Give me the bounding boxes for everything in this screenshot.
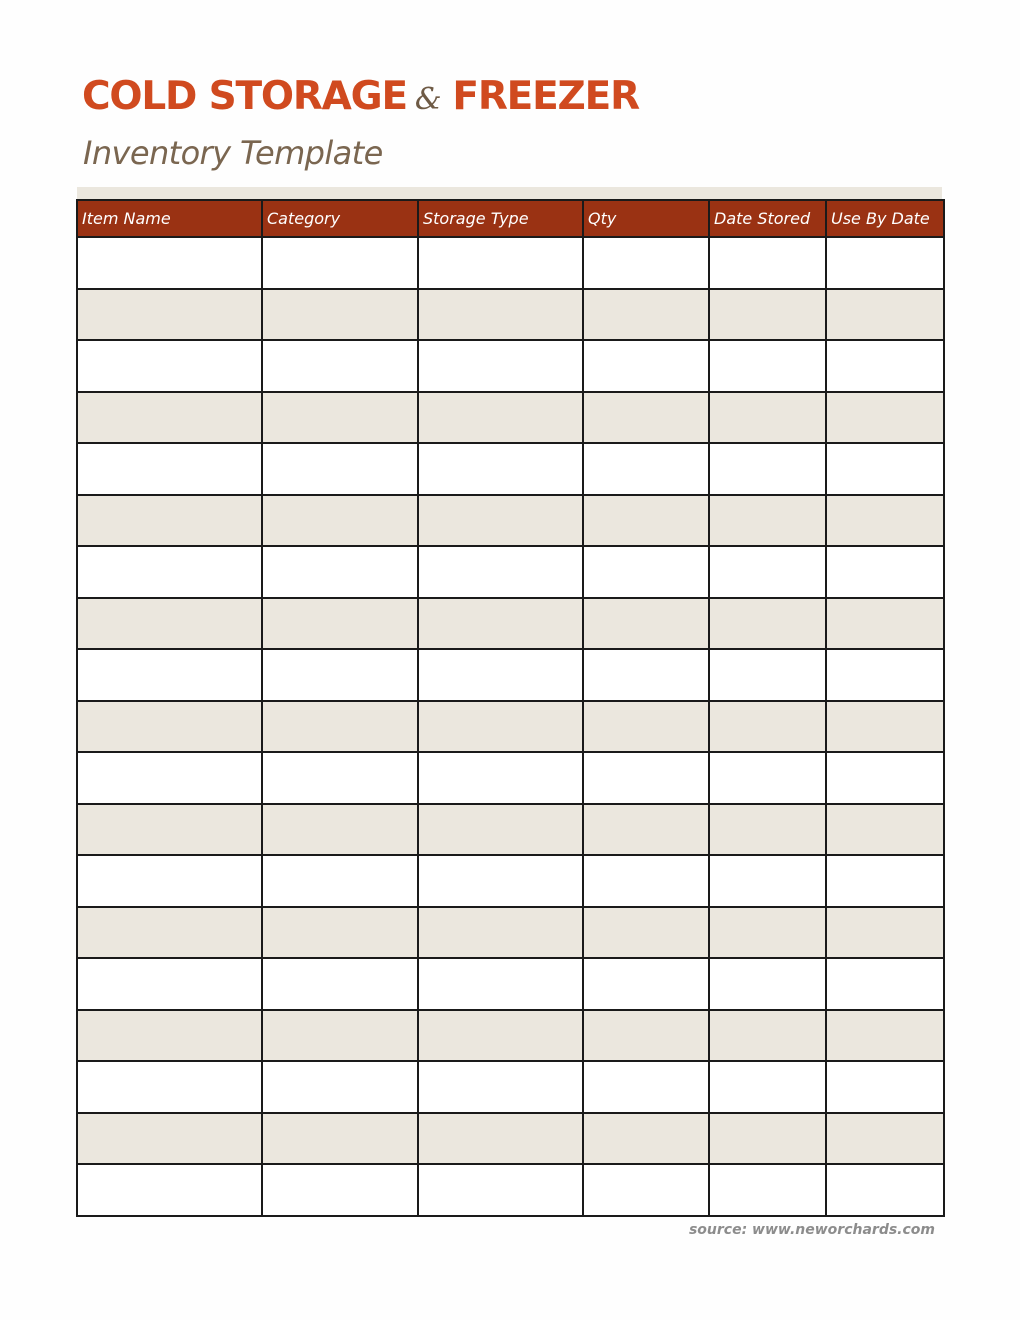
table-cell[interactable] <box>826 649 944 701</box>
column-header-qty: Qty <box>583 200 709 237</box>
table-header-row <box>77 200 944 237</box>
table-cell[interactable] <box>262 804 418 856</box>
table-cell[interactable] <box>418 392 583 444</box>
table-cell[interactable] <box>583 1010 709 1062</box>
table-cell[interactable] <box>826 340 944 392</box>
table-cell[interactable] <box>77 443 262 495</box>
table-cell[interactable] <box>709 1113 826 1165</box>
table-cell[interactable] <box>418 237 583 289</box>
table-cell[interactable] <box>709 340 826 392</box>
table-cell[interactable] <box>709 752 826 804</box>
table-cell[interactable] <box>709 1010 826 1062</box>
page-subtitle: Inventory Template <box>83 134 383 172</box>
table-cell[interactable] <box>709 546 826 598</box>
table-cell[interactable] <box>77 958 262 1010</box>
table-cell[interactable] <box>826 701 944 753</box>
title-ampersand: & <box>414 82 441 117</box>
table-cell[interactable] <box>418 804 583 856</box>
inventory-table <box>76 199 945 1217</box>
table-cell[interactable] <box>262 649 418 701</box>
source-credit: source: www.neworchards.com <box>688 1222 935 1238</box>
table-cell[interactable] <box>77 1010 262 1062</box>
table-cell[interactable] <box>262 392 418 444</box>
table-row <box>77 752 944 804</box>
table-cell[interactable] <box>826 598 944 650</box>
table-cell[interactable] <box>826 1061 944 1113</box>
table-cell[interactable] <box>77 289 262 341</box>
table-cell[interactable] <box>262 598 418 650</box>
table-cell[interactable] <box>418 495 583 547</box>
table-row <box>77 237 944 289</box>
header-band <box>77 187 942 199</box>
table-cell[interactable] <box>709 443 826 495</box>
table-cell[interactable] <box>709 701 826 753</box>
table-cell[interactable] <box>77 649 262 701</box>
table-row <box>77 701 944 753</box>
table-cell[interactable] <box>418 443 583 495</box>
table-cell[interactable] <box>709 649 826 701</box>
table-cell[interactable] <box>77 907 262 959</box>
table-cell[interactable] <box>77 752 262 804</box>
column-header-use-by-date: Use By Date <box>826 200 944 237</box>
table-cell[interactable] <box>826 443 944 495</box>
table-cell[interactable] <box>583 958 709 1010</box>
table-cell[interactable] <box>262 752 418 804</box>
table-cell[interactable] <box>418 907 583 959</box>
table-cell[interactable] <box>77 1164 262 1216</box>
table-cell[interactable] <box>77 392 262 444</box>
table-cell[interactable] <box>826 1113 944 1165</box>
column-header-date-stored: Date Stored <box>709 200 826 237</box>
table-cell[interactable] <box>583 1113 709 1165</box>
table-cell[interactable] <box>583 392 709 444</box>
table-cell[interactable] <box>583 598 709 650</box>
table-row <box>77 340 944 392</box>
table-cell[interactable] <box>418 1164 583 1216</box>
inventory-table-body <box>77 237 944 1216</box>
table-cell[interactable] <box>262 546 418 598</box>
table-cell[interactable] <box>709 1061 826 1113</box>
table-cell[interactable] <box>826 958 944 1010</box>
table-cell[interactable] <box>77 1113 262 1165</box>
table-cell[interactable] <box>262 340 418 392</box>
column-header-storage-type: Storage Type <box>418 200 583 237</box>
table-cell[interactable] <box>709 237 826 289</box>
table-cell[interactable] <box>77 598 262 650</box>
table-cell[interactable] <box>826 1010 944 1062</box>
table-cell[interactable] <box>583 804 709 856</box>
table-row <box>77 1010 944 1062</box>
table-cell[interactable] <box>418 289 583 341</box>
table-cell[interactable] <box>583 701 709 753</box>
table-row <box>77 958 944 1010</box>
table-cell[interactable] <box>77 1061 262 1113</box>
table-cell[interactable] <box>77 546 262 598</box>
table-cell[interactable] <box>262 495 418 547</box>
column-header-item-name: Item Name <box>77 200 262 237</box>
table-cell[interactable] <box>583 855 709 907</box>
table-cell[interactable] <box>262 1061 418 1113</box>
table-cell[interactable] <box>418 1113 583 1165</box>
table-row <box>77 289 944 341</box>
table-cell[interactable] <box>77 237 262 289</box>
table-cell[interactable] <box>583 340 709 392</box>
table-cell[interactable] <box>583 1061 709 1113</box>
table-row <box>77 598 944 650</box>
table-cell[interactable] <box>709 598 826 650</box>
table-cell[interactable] <box>418 752 583 804</box>
table-cell[interactable] <box>826 495 944 547</box>
table-cell[interactable] <box>826 546 944 598</box>
table-cell[interactable] <box>826 237 944 289</box>
table-row <box>77 907 944 959</box>
table-cell[interactable] <box>418 340 583 392</box>
table-cell[interactable] <box>826 752 944 804</box>
table-cell[interactable] <box>262 237 418 289</box>
table-cell[interactable] <box>583 752 709 804</box>
column-header-category: Category <box>262 200 418 237</box>
table-row <box>77 1113 944 1165</box>
table-row <box>77 855 944 907</box>
table-cell[interactable] <box>262 907 418 959</box>
table-row <box>77 392 944 444</box>
table-row <box>77 546 944 598</box>
table-cell[interactable] <box>709 958 826 1010</box>
table-cell[interactable] <box>826 1164 944 1216</box>
table-row <box>77 443 944 495</box>
table-row <box>77 1164 944 1216</box>
table-cell[interactable] <box>262 443 418 495</box>
table-cell[interactable] <box>418 855 583 907</box>
title-part-1: COLD STORAGE <box>82 74 407 119</box>
table-cell[interactable] <box>709 289 826 341</box>
table-cell[interactable] <box>583 907 709 959</box>
table-cell[interactable] <box>826 804 944 856</box>
table-row <box>77 649 944 701</box>
table-cell[interactable] <box>262 289 418 341</box>
table-cell[interactable] <box>262 701 418 753</box>
table-cell[interactable] <box>826 392 944 444</box>
table-cell[interactable] <box>262 1113 418 1165</box>
table-cell[interactable] <box>709 907 826 959</box>
table-cell[interactable] <box>826 855 944 907</box>
table-cell[interactable] <box>709 804 826 856</box>
table-cell[interactable] <box>583 649 709 701</box>
table-cell[interactable] <box>418 598 583 650</box>
table-cell[interactable] <box>262 855 418 907</box>
title-part-2: FREEZER <box>452 74 639 119</box>
table-cell[interactable] <box>418 649 583 701</box>
table-cell[interactable] <box>583 1164 709 1216</box>
table-cell[interactable] <box>77 855 262 907</box>
table-cell[interactable] <box>709 1164 826 1216</box>
table-cell[interactable] <box>418 958 583 1010</box>
page-title <box>82 74 639 119</box>
table-cell[interactable] <box>709 495 826 547</box>
table-cell[interactable] <box>77 495 262 547</box>
table-cell[interactable] <box>709 392 826 444</box>
table-cell[interactable] <box>418 701 583 753</box>
table-cell[interactable] <box>262 958 418 1010</box>
table-cell[interactable] <box>583 237 709 289</box>
table-cell[interactable] <box>709 855 826 907</box>
table-row <box>77 804 944 856</box>
table-cell[interactable] <box>583 289 709 341</box>
table-cell[interactable] <box>77 804 262 856</box>
table-cell[interactable] <box>262 1010 418 1062</box>
table-cell[interactable] <box>262 1164 418 1216</box>
table-cell[interactable] <box>583 443 709 495</box>
table-cell[interactable] <box>826 907 944 959</box>
table-cell[interactable] <box>826 289 944 341</box>
table-cell[interactable] <box>77 340 262 392</box>
table-cell[interactable] <box>418 546 583 598</box>
table-cell[interactable] <box>77 701 262 753</box>
table-cell[interactable] <box>583 546 709 598</box>
table-cell[interactable] <box>583 495 709 547</box>
table-row <box>77 1061 944 1113</box>
table-row <box>77 495 944 547</box>
table-cell[interactable] <box>418 1061 583 1113</box>
table-cell[interactable] <box>418 1010 583 1062</box>
